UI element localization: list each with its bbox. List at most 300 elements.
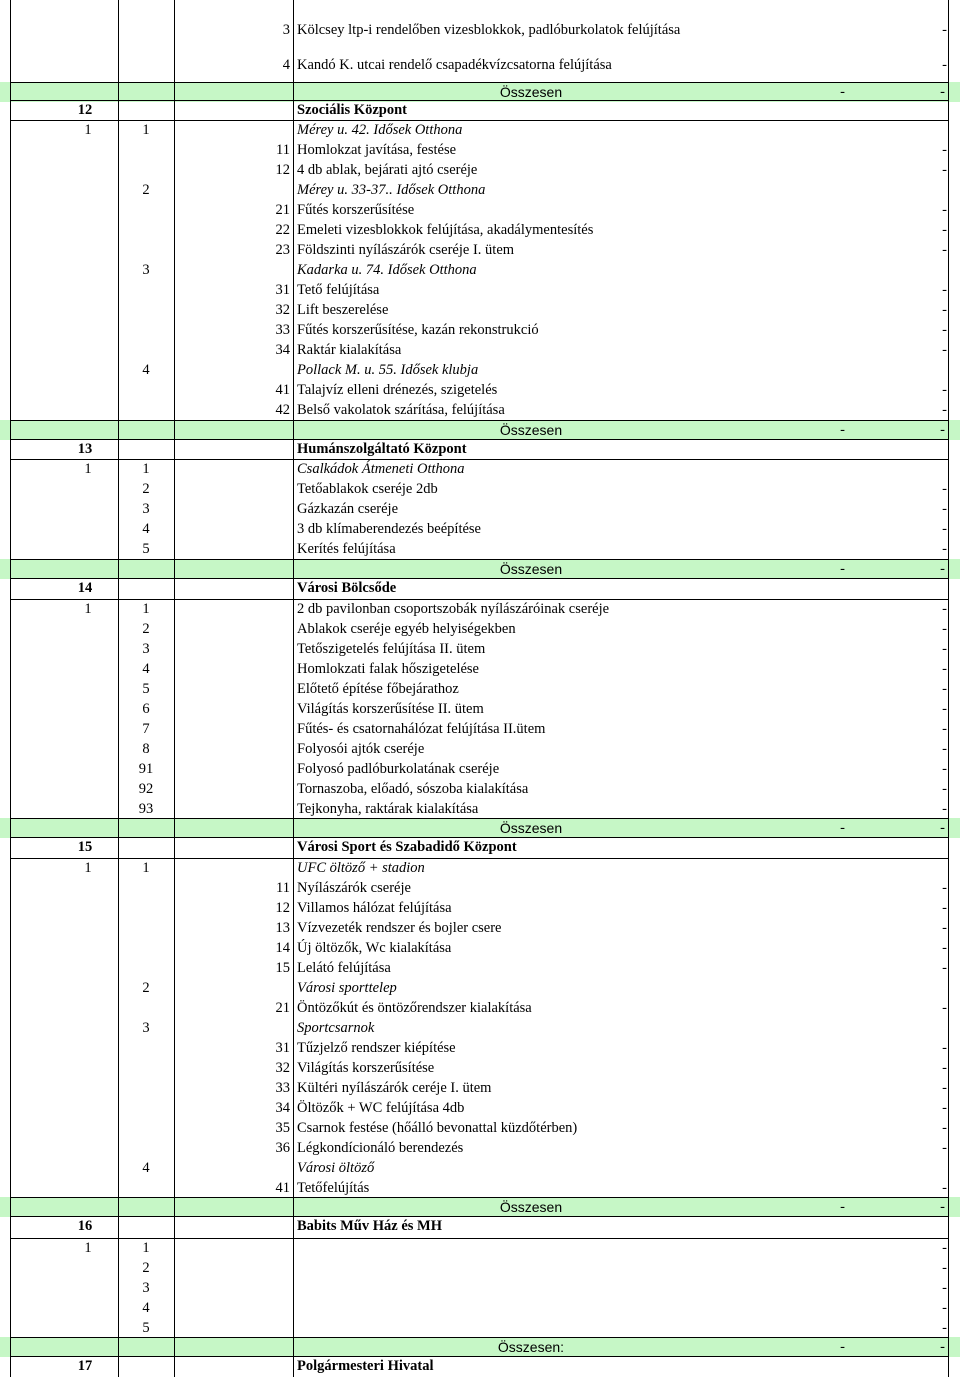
row-description: Kerítés felújítása: [297, 541, 396, 557]
table-row: [0, 1078, 960, 1098]
table-row: [0, 1238, 960, 1258]
row-subnumber: [120, 400, 172, 420]
row-value: -: [942, 960, 947, 976]
total-value-1: -: [840, 561, 845, 577]
table-row: [0, 878, 960, 898]
section-title: Városi Bölcsőde: [297, 580, 397, 596]
total-row: [0, 420, 960, 440]
row-subnumber: [120, 1058, 172, 1078]
row-item-number: 3: [282, 22, 290, 38]
total-row: [0, 818, 960, 838]
grid-line-horizontal: [10, 858, 949, 859]
row-item-number: 4: [282, 57, 290, 73]
row-description: 3 db klímaberendezés beépítése: [297, 521, 481, 537]
row-description: Fűtés korszerűsítése: [297, 202, 415, 218]
row-group-number: [60, 1058, 116, 1078]
total-value-1: -: [840, 820, 845, 836]
row-description: Földszinti nyílászárók cseréje I. ütem: [297, 242, 515, 258]
subsection-number: 4: [142, 1160, 150, 1176]
row-group-number: [60, 55, 116, 75]
row-subnumber: [120, 1038, 172, 1058]
subsection-group-number: [60, 1158, 116, 1178]
row-group-number: [60, 1078, 116, 1098]
total-label: Összesen: [499, 1199, 563, 1215]
row-description: Fűtés- és csatornahálózat felújítása II.ütem: [297, 721, 546, 737]
total-value-1: -: [840, 422, 845, 438]
row-description: [296, 1278, 877, 1298]
total-value-2: -: [940, 1199, 945, 1215]
row-subnumber: 92: [138, 781, 154, 797]
subsection-title: Pollack M. u. 55. Idősek klubja: [297, 362, 479, 378]
row-item-number: [176, 739, 292, 759]
row-subnumber: [120, 280, 172, 300]
subsection-title: Mérey u. 33-37.. Idősek Otthona: [297, 182, 486, 198]
subsection-row: [0, 1158, 960, 1178]
row-description: Öltözők + WC felújítása 4db: [297, 1100, 465, 1116]
section-header-row: [0, 837, 960, 857]
table-row: [0, 479, 960, 499]
row-item-number: 31: [275, 1040, 290, 1056]
grid-line-vertical: [948, 0, 949, 1377]
row-value: -: [942, 1100, 947, 1116]
row-item-number: 34: [275, 1100, 290, 1116]
grid-line-horizontal: [10, 818, 949, 819]
table-row: [0, 539, 960, 559]
table-row: [0, 918, 960, 938]
row-group-number: [60, 739, 116, 759]
table-row: [0, 200, 960, 220]
table-row: [0, 400, 960, 420]
subsection-group-number: 1: [84, 860, 92, 876]
subsection-group-number: [60, 260, 116, 280]
row-item-number: [176, 479, 292, 499]
section-title: Városi Sport és Szabadidő Központ: [297, 839, 517, 855]
subsection-title: Városi öltöző: [297, 1160, 375, 1176]
table-row: [0, 1038, 960, 1058]
row-description: Ablakok cseréje egyéb helyiségekben: [297, 621, 516, 637]
row-subnumber: 4: [142, 661, 150, 677]
row-value: -: [942, 621, 947, 637]
row-subnumber: [120, 300, 172, 320]
row-item-number: 14: [275, 940, 290, 956]
row-group-number: 1: [84, 601, 92, 617]
row-description: Tetőszigetelés felújítása II. ütem: [297, 641, 486, 657]
table-row: [0, 599, 960, 619]
table-row: [0, 619, 960, 639]
row-description: Talajvíz elleni drénezés, szigetelés: [297, 382, 498, 398]
row-group-number: [60, 938, 116, 958]
total-row: [0, 1337, 960, 1357]
row-group-number: [60, 1258, 116, 1278]
row-item-number: 11: [276, 142, 290, 158]
row-group-number: [60, 280, 116, 300]
row-description: Tetőablakok cseréje 2db: [297, 481, 438, 497]
row-subnumber: 2: [142, 621, 150, 637]
section-header-row: [0, 1356, 960, 1376]
table-row: [0, 1058, 960, 1078]
row-group-number: [60, 679, 116, 699]
row-group-number: [60, 380, 116, 400]
row-description: [296, 1238, 877, 1258]
row-subnumber: [120, 1118, 172, 1138]
row-value: -: [942, 541, 947, 557]
row-value: -: [942, 382, 947, 398]
row-group-number: [60, 1318, 116, 1338]
row-value: -: [942, 1060, 947, 1076]
row-item-number: [176, 1298, 292, 1318]
row-group-number: [60, 300, 116, 320]
table-row: [0, 998, 960, 1018]
row-subnumber: [120, 1178, 172, 1198]
row-subnumber: 4: [142, 521, 150, 537]
row-group-number: [60, 998, 116, 1018]
row-description: Kandó K. utcai rendelő csapadékvízcsatorna felújítása: [297, 57, 612, 73]
row-item-number: [176, 499, 292, 519]
row-group-number: [60, 639, 116, 659]
subsection-number: 4: [142, 362, 150, 378]
table-row: [0, 799, 960, 819]
subsection-row: [0, 260, 960, 280]
table-row: [0, 719, 960, 739]
row-item-number: 21: [275, 1000, 290, 1016]
grid-line-horizontal: [10, 1197, 949, 1198]
row-item-number: [176, 1258, 292, 1278]
row-item-number: 32: [275, 302, 290, 318]
row-subnumber: [120, 220, 172, 240]
subsection-number: 3: [142, 1020, 150, 1036]
row-group-number: [60, 499, 116, 519]
row-value: -: [942, 1320, 947, 1336]
grid-line-horizontal: [10, 1216, 949, 1217]
row-subnumber: [120, 958, 172, 978]
row-value: -: [942, 1080, 947, 1096]
table-row: [0, 699, 960, 719]
total-value-1: -: [840, 1339, 845, 1355]
row-value: -: [942, 142, 947, 158]
grid-line-horizontal: [10, 559, 949, 560]
row-description: Tejkonyha, raktárak kialakítása: [297, 801, 479, 817]
section-number: 14: [77, 580, 93, 596]
table-row: [0, 759, 960, 779]
subsection-row: [0, 978, 960, 998]
total-value-2: -: [940, 820, 945, 836]
subsection-group-number: [60, 978, 116, 998]
row-description: Légkondícionáló berendezés: [297, 1140, 464, 1156]
row-description: Kültéri nyílászárók ceréje I. ütem: [297, 1080, 492, 1096]
total-label: Összesen:: [497, 1339, 565, 1355]
row-description: Homlokzati falak hőszigetelése: [297, 661, 479, 677]
table-row: [0, 659, 960, 679]
table-row: [0, 639, 960, 659]
row-item-number: 41: [275, 382, 290, 398]
row-description: Csarnok festése (hőálló bevonattal küzdőtérben): [297, 1120, 578, 1136]
row-value: -: [942, 801, 947, 817]
row-description: 4 db ablak, bejárati ajtó cseréje: [297, 162, 478, 178]
row-group-number: [60, 719, 116, 739]
subsection-title: Városi sporttelep: [297, 980, 397, 996]
row-item-number: 33: [275, 322, 290, 338]
row-description: Fűtés korszerűsítése, kazán rekonstrukció: [297, 322, 539, 338]
row-description: Öntözőkút és öntözőrendszer kialakítása: [297, 1000, 532, 1016]
subsection-number: 2: [142, 182, 150, 198]
row-description: Tető felújítása: [297, 282, 380, 298]
row-group-number: [60, 619, 116, 639]
row-subnumber: 1: [142, 1240, 150, 1256]
row-item-number: 13: [275, 920, 290, 936]
row-subnumber: 2: [142, 1260, 150, 1276]
row-subnumber: [120, 938, 172, 958]
row-group-number: [60, 140, 116, 160]
row-subnumber: 5: [142, 541, 150, 557]
row-value: -: [942, 162, 947, 178]
table-row: [0, 320, 960, 340]
table-row: [0, 1178, 960, 1198]
row-subnumber: 5: [142, 1320, 150, 1336]
row-description: Lift beszerelése: [297, 302, 389, 318]
row-group-number: [60, 799, 116, 819]
table-row: [0, 1118, 960, 1138]
row-description: Új öltözők, Wc kialakítása: [297, 940, 452, 956]
row-description: Kölcsey ltp-i rendelőben vizesblokkok, padlóburkolatok felújítása: [297, 22, 681, 38]
row-description: Lelátó felújítása: [297, 960, 391, 976]
subsection-number: 2: [142, 980, 150, 996]
row-description: Folyosó padlóburkolatának cseréje: [297, 761, 500, 777]
table-row: [0, 340, 960, 360]
row-value: -: [942, 322, 947, 338]
row-group-number: [60, 320, 116, 340]
row-value: -: [942, 681, 947, 697]
row-item-number: [176, 759, 292, 779]
row-group-number: [60, 479, 116, 499]
table-row: [0, 1278, 960, 1298]
row-item-number: [176, 619, 292, 639]
row-value: -: [942, 501, 947, 517]
grid-line-horizontal: [10, 439, 949, 440]
table-row: [0, 1098, 960, 1118]
row-value: -: [942, 900, 947, 916]
subsection-title: UFC öltöző + stadion: [297, 860, 425, 876]
table-row: [0, 958, 960, 978]
grid-line-horizontal: [10, 100, 949, 101]
grid-line-horizontal: [10, 1337, 949, 1338]
grid-line-vertical: [118, 0, 119, 1377]
row-value: -: [942, 721, 947, 737]
row-item-number: [176, 1318, 292, 1338]
row-item-number: 32: [275, 1060, 290, 1076]
row-value: -: [942, 880, 947, 896]
subsection-row: [0, 120, 960, 140]
row-item-number: [176, 539, 292, 559]
subsection-row: [0, 1018, 960, 1038]
grid-line-horizontal: [10, 837, 949, 838]
row-value: -: [942, 282, 947, 298]
row-description: Homlokzat javítása, festése: [297, 142, 457, 158]
row-subnumber: [120, 160, 172, 180]
row-group-number: [60, 519, 116, 539]
table-row: [0, 55, 960, 75]
grid-line-horizontal: [10, 420, 949, 421]
row-description: Tornaszoba, előadó, sószoba kialakítása: [297, 781, 529, 797]
row-subnumber: 2: [142, 481, 150, 497]
table-row: [0, 160, 960, 180]
row-description: [296, 1298, 877, 1318]
subsection-row: [0, 180, 960, 200]
row-subnumber: [120, 200, 172, 220]
row-group-number: [60, 220, 116, 240]
row-value: -: [942, 222, 947, 238]
row-value: -: [942, 481, 947, 497]
row-subnumber: 6: [142, 701, 150, 717]
row-description: Vízvezeték rendszer és bojler csere: [297, 920, 502, 936]
total-row: [0, 1197, 960, 1217]
subsection-number: 1: [142, 860, 150, 876]
row-subnumber: 7: [142, 721, 150, 737]
section-title: Babits Műv Ház és MH: [297, 1218, 442, 1234]
row-subnumber: [120, 380, 172, 400]
row-value: -: [942, 22, 947, 38]
row-subnumber: 3: [142, 641, 150, 657]
table-row: [0, 898, 960, 918]
table-row: [0, 1318, 960, 1338]
subsection-number: 1: [142, 122, 150, 138]
row-subnumber: [120, 55, 172, 75]
grid-line-vertical: [174, 0, 175, 1377]
row-item-number: [176, 699, 292, 719]
row-group-number: [60, 340, 116, 360]
table-row: [0, 1258, 960, 1278]
section-number: 16: [77, 1218, 93, 1234]
grid-line-horizontal: [10, 578, 949, 579]
grid-line-horizontal: [10, 1356, 949, 1357]
section-number: 15: [77, 839, 93, 855]
subsection-group-number: 1: [84, 122, 92, 138]
row-value: -: [942, 402, 947, 418]
row-item-number: 22: [275, 222, 290, 238]
subsection-group-number: 1: [84, 461, 92, 477]
subsection-row: [0, 858, 960, 878]
row-description: 2 db pavilonban csoportszobák nyílászáróinak cseréje: [297, 601, 610, 617]
row-description: Előtető építése főbejárathoz: [297, 681, 459, 697]
row-group-number: [60, 699, 116, 719]
grid-line-horizontal: [10, 459, 949, 460]
row-subnumber: 8: [142, 741, 150, 757]
row-value: -: [942, 601, 947, 617]
subsection-row: [0, 360, 960, 380]
row-value: -: [942, 1140, 947, 1156]
row-value: -: [942, 641, 947, 657]
row-item-number: [176, 1278, 292, 1298]
total-label: Összesen: [499, 422, 563, 438]
grid-line-horizontal: [10, 1238, 949, 1239]
row-description: Tetőfelújítás: [297, 1180, 370, 1196]
row-subnumber: [120, 878, 172, 898]
section-header-row: [0, 100, 960, 120]
section-title: Szociális Központ: [297, 102, 407, 118]
row-subnumber: [120, 998, 172, 1018]
total-label: Összesen: [499, 561, 563, 577]
grid-line-vertical: [10, 0, 11, 1377]
row-group-number: [60, 400, 116, 420]
table-row: [0, 220, 960, 240]
row-item-number: [176, 799, 292, 819]
table-row: [0, 1298, 960, 1318]
row-value: -: [942, 781, 947, 797]
total-value-2: -: [940, 561, 945, 577]
row-value: -: [942, 1040, 947, 1056]
section-header-row: [0, 439, 960, 459]
row-item-number: 12: [275, 900, 290, 916]
row-item-number: 12: [275, 162, 290, 178]
row-item-number: [176, 519, 292, 539]
table-row: [0, 1138, 960, 1158]
row-value: -: [942, 342, 947, 358]
row-value: -: [942, 1180, 947, 1196]
row-item-number: 34: [275, 342, 290, 358]
table-row: [0, 20, 960, 40]
row-description: Villamos hálózat felújítása: [297, 900, 452, 916]
total-row: [0, 82, 960, 102]
row-item-number: 31: [275, 282, 290, 298]
row-group-number: [60, 539, 116, 559]
row-subnumber: 5: [142, 681, 150, 697]
section-number: 12: [77, 102, 93, 118]
section-number: 17: [77, 1358, 93, 1374]
row-item-number: 11: [276, 880, 290, 896]
row-value: -: [942, 701, 947, 717]
row-value: -: [942, 302, 947, 318]
table-row: [0, 380, 960, 400]
row-subnumber: [120, 320, 172, 340]
row-value: -: [942, 1240, 947, 1256]
row-value: -: [942, 761, 947, 777]
row-value: -: [942, 1120, 947, 1136]
row-description: Világítás korszerűsítése: [297, 1060, 435, 1076]
table-row: [0, 779, 960, 799]
row-group-number: [60, 1178, 116, 1198]
row-value: -: [942, 1280, 947, 1296]
row-group-number: 1: [84, 1240, 92, 1256]
row-item-number: 33: [275, 1080, 290, 1096]
row-item-number: [176, 679, 292, 699]
subsection-title: Mérey u. 42. Idősek Otthona: [297, 122, 463, 138]
row-group-number: [60, 160, 116, 180]
subsection-number: 1: [142, 461, 150, 477]
section-title: Humánszolgáltató Központ: [297, 441, 467, 457]
row-value: -: [942, 57, 947, 73]
subsection-title: Sportcsarnok: [297, 1020, 375, 1036]
subsection-group-number: [60, 360, 116, 380]
row-subnumber: [120, 1098, 172, 1118]
table-row: [0, 679, 960, 699]
section-number: 13: [77, 441, 93, 457]
table-row: [0, 240, 960, 260]
subsection-title: Csalkádok Átmeneti Otthona: [297, 461, 465, 477]
row-group-number: [60, 1138, 116, 1158]
row-value: -: [942, 1260, 947, 1276]
subsection-group-number: [60, 1018, 116, 1038]
row-subnumber: [120, 898, 172, 918]
row-description: Raktár kialakítása: [297, 342, 402, 358]
row-group-number: [60, 958, 116, 978]
row-description: Belső vakolatok szárítása, felújítása: [297, 402, 505, 418]
row-group-number: [60, 1038, 116, 1058]
row-item-number: [176, 639, 292, 659]
row-value: -: [942, 741, 947, 757]
row-item-number: 15: [275, 960, 290, 976]
row-group-number: [60, 918, 116, 938]
table-row: [0, 300, 960, 320]
total-value-1: -: [840, 1199, 845, 1215]
